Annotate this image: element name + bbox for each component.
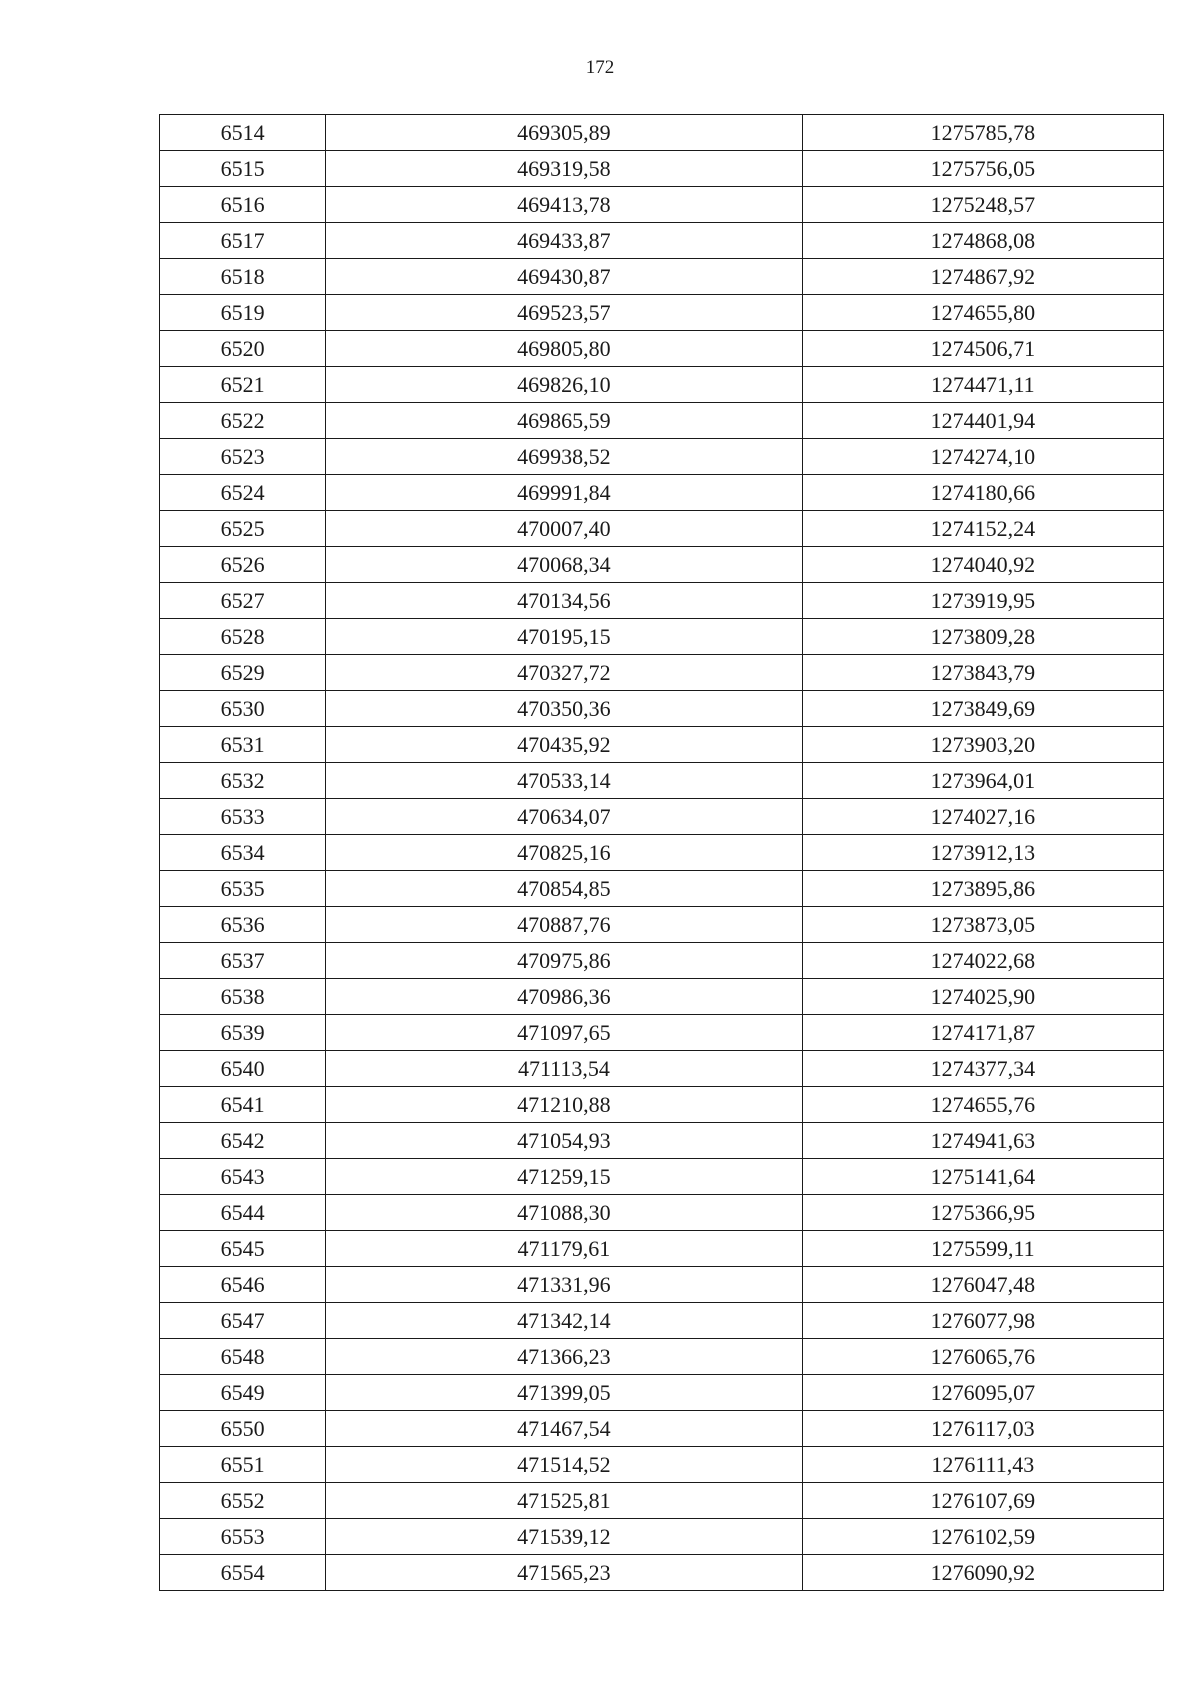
table-row (160, 403, 1164, 439)
table-row (160, 691, 1164, 727)
y-coordinate-cell: 1273895,86 (802, 871, 1163, 907)
x-coordinate-cell: 471088,30 (326, 1195, 802, 1231)
point-number-cell: 6545 (160, 1231, 326, 1267)
y-coordinate-cell: 1273919,95 (802, 583, 1163, 619)
coordinates-table-body (160, 115, 1164, 1591)
point-number-cell: 6539 (160, 1015, 326, 1051)
y-coordinate-cell: 1273843,79 (802, 655, 1163, 691)
x-coordinate-cell: 470134,56 (326, 583, 802, 619)
point-number-cell: 6523 (160, 439, 326, 475)
y-coordinate-cell: 1274941,63 (802, 1123, 1163, 1159)
y-coordinate-cell: 1276102,59 (802, 1519, 1163, 1555)
x-coordinate-cell: 469413,78 (326, 187, 802, 223)
y-coordinate-cell: 1275141,64 (802, 1159, 1163, 1195)
x-coordinate-cell: 469826,10 (326, 367, 802, 403)
x-coordinate-cell: 470975,86 (326, 943, 802, 979)
x-coordinate-cell: 471054,93 (326, 1123, 802, 1159)
point-number-cell: 6533 (160, 799, 326, 835)
y-coordinate-cell: 1276107,69 (802, 1483, 1163, 1519)
y-coordinate-cell: 1274171,87 (802, 1015, 1163, 1051)
x-coordinate-cell: 470350,36 (326, 691, 802, 727)
table-row (160, 1123, 1164, 1159)
x-coordinate-cell: 469938,52 (326, 439, 802, 475)
table-row (160, 619, 1164, 655)
point-number-cell: 6553 (160, 1519, 326, 1555)
point-number-cell: 6525 (160, 511, 326, 547)
y-coordinate-cell: 1274152,24 (802, 511, 1163, 547)
y-coordinate-cell: 1274868,08 (802, 223, 1163, 259)
y-coordinate-cell: 1274867,92 (802, 259, 1163, 295)
x-coordinate-cell: 471539,12 (326, 1519, 802, 1555)
y-coordinate-cell: 1275366,95 (802, 1195, 1163, 1231)
y-coordinate-cell: 1274655,76 (802, 1087, 1163, 1123)
x-coordinate-cell: 471342,14 (326, 1303, 802, 1339)
y-coordinate-cell: 1275599,11 (802, 1231, 1163, 1267)
x-coordinate-cell: 471210,88 (326, 1087, 802, 1123)
y-coordinate-cell: 1276047,48 (802, 1267, 1163, 1303)
y-coordinate-cell: 1274401,94 (802, 403, 1163, 439)
point-number-cell: 6543 (160, 1159, 326, 1195)
table-row (160, 295, 1164, 331)
point-number-cell: 6517 (160, 223, 326, 259)
x-coordinate-cell: 471399,05 (326, 1375, 802, 1411)
point-number-cell: 6522 (160, 403, 326, 439)
x-coordinate-cell: 470634,07 (326, 799, 802, 835)
x-coordinate-cell: 470195,15 (326, 619, 802, 655)
y-coordinate-cell: 1276065,76 (802, 1339, 1163, 1375)
point-number-cell: 6529 (160, 655, 326, 691)
point-number-cell: 6526 (160, 547, 326, 583)
table-row (160, 583, 1164, 619)
table-row (160, 511, 1164, 547)
y-coordinate-cell: 1273849,69 (802, 691, 1163, 727)
table-row (160, 367, 1164, 403)
table-row (160, 1447, 1164, 1483)
table-row (160, 1087, 1164, 1123)
table-row (160, 1015, 1164, 1051)
point-number-cell: 6547 (160, 1303, 326, 1339)
point-number-cell: 6527 (160, 583, 326, 619)
point-number-cell: 6537 (160, 943, 326, 979)
point-number-cell: 6524 (160, 475, 326, 511)
table-row (160, 1555, 1164, 1591)
point-number-cell: 6520 (160, 331, 326, 367)
y-coordinate-cell: 1273912,13 (802, 835, 1163, 871)
x-coordinate-cell: 471565,23 (326, 1555, 802, 1591)
table-row (160, 331, 1164, 367)
x-coordinate-cell: 470007,40 (326, 511, 802, 547)
y-coordinate-cell: 1274274,10 (802, 439, 1163, 475)
table-row (160, 655, 1164, 691)
x-coordinate-cell: 469430,87 (326, 259, 802, 295)
point-number-cell: 6531 (160, 727, 326, 763)
table-row (160, 1303, 1164, 1339)
point-number-cell: 6534 (160, 835, 326, 871)
table-row (160, 835, 1164, 871)
table-row (160, 547, 1164, 583)
x-coordinate-cell: 470825,16 (326, 835, 802, 871)
x-coordinate-cell: 471514,52 (326, 1447, 802, 1483)
y-coordinate-cell: 1274471,11 (802, 367, 1163, 403)
x-coordinate-cell: 470435,92 (326, 727, 802, 763)
table-row (160, 1267, 1164, 1303)
y-coordinate-cell: 1274027,16 (802, 799, 1163, 835)
y-coordinate-cell: 1276095,07 (802, 1375, 1163, 1411)
y-coordinate-cell: 1273809,28 (802, 619, 1163, 655)
x-coordinate-cell: 470854,85 (326, 871, 802, 907)
y-coordinate-cell: 1274655,80 (802, 295, 1163, 331)
point-number-cell: 6542 (160, 1123, 326, 1159)
point-number-cell: 6546 (160, 1267, 326, 1303)
x-coordinate-cell: 471331,96 (326, 1267, 802, 1303)
table-row (160, 763, 1164, 799)
point-number-cell: 6541 (160, 1087, 326, 1123)
x-coordinate-cell: 471113,54 (326, 1051, 802, 1087)
y-coordinate-cell: 1274180,66 (802, 475, 1163, 511)
table-row (160, 151, 1164, 187)
table-row (160, 979, 1164, 1015)
table-row (160, 1483, 1164, 1519)
table-row (160, 943, 1164, 979)
x-coordinate-cell: 471525,81 (326, 1483, 802, 1519)
point-number-cell: 6554 (160, 1555, 326, 1591)
table-row (160, 1231, 1164, 1267)
x-coordinate-cell: 471097,65 (326, 1015, 802, 1051)
x-coordinate-cell: 469305,89 (326, 115, 802, 151)
x-coordinate-cell: 469433,87 (326, 223, 802, 259)
point-number-cell: 6514 (160, 115, 326, 151)
point-number-cell: 6540 (160, 1051, 326, 1087)
x-coordinate-cell: 471179,61 (326, 1231, 802, 1267)
x-coordinate-cell: 469805,80 (326, 331, 802, 367)
table-row (160, 223, 1164, 259)
table-row (160, 1051, 1164, 1087)
x-coordinate-cell: 470068,34 (326, 547, 802, 583)
page-number: 172 (585, 57, 615, 78)
table-row (160, 1519, 1164, 1555)
y-coordinate-cell: 1274025,90 (802, 979, 1163, 1015)
table-row (160, 187, 1164, 223)
y-coordinate-cell: 1274022,68 (802, 943, 1163, 979)
point-number-cell: 6535 (160, 871, 326, 907)
point-number-cell: 6549 (160, 1375, 326, 1411)
x-coordinate-cell: 471366,23 (326, 1339, 802, 1375)
table-row (160, 907, 1164, 943)
point-number-cell: 6521 (160, 367, 326, 403)
point-number-cell: 6516 (160, 187, 326, 223)
x-coordinate-cell: 470986,36 (326, 979, 802, 1015)
x-coordinate-cell: 470887,76 (326, 907, 802, 943)
table-row (160, 871, 1164, 907)
y-coordinate-cell: 1274377,34 (802, 1051, 1163, 1087)
point-number-cell: 6550 (160, 1411, 326, 1447)
x-coordinate-cell: 470533,14 (326, 763, 802, 799)
y-coordinate-cell: 1276117,03 (802, 1411, 1163, 1447)
point-number-cell: 6544 (160, 1195, 326, 1231)
y-coordinate-cell: 1276111,43 (802, 1447, 1163, 1483)
x-coordinate-cell: 471259,15 (326, 1159, 802, 1195)
x-coordinate-cell: 471467,54 (326, 1411, 802, 1447)
y-coordinate-cell: 1276090,92 (802, 1555, 1163, 1591)
point-number-cell: 6536 (160, 907, 326, 943)
y-coordinate-cell: 1273964,01 (802, 763, 1163, 799)
y-coordinate-cell: 1276077,98 (802, 1303, 1163, 1339)
table-row (160, 259, 1164, 295)
y-coordinate-cell: 1275785,78 (802, 115, 1163, 151)
x-coordinate-cell: 469319,58 (326, 151, 802, 187)
point-number-cell: 6551 (160, 1447, 326, 1483)
table-row (160, 1159, 1164, 1195)
coordinates-table (159, 114, 1164, 1591)
y-coordinate-cell: 1275756,05 (802, 151, 1163, 187)
point-number-cell: 6538 (160, 979, 326, 1015)
y-coordinate-cell: 1274506,71 (802, 331, 1163, 367)
point-number-cell: 6528 (160, 619, 326, 655)
table-row (160, 799, 1164, 835)
table-row (160, 115, 1164, 151)
point-number-cell: 6530 (160, 691, 326, 727)
y-coordinate-cell: 1273873,05 (802, 907, 1163, 943)
point-number-cell: 6515 (160, 151, 326, 187)
table-row (160, 1411, 1164, 1447)
point-number-cell: 6519 (160, 295, 326, 331)
table-row (160, 475, 1164, 511)
point-number-cell: 6518 (160, 259, 326, 295)
x-coordinate-cell: 470327,72 (326, 655, 802, 691)
point-number-cell: 6532 (160, 763, 326, 799)
table-row (160, 727, 1164, 763)
point-number-cell: 6548 (160, 1339, 326, 1375)
y-coordinate-cell: 1275248,57 (802, 187, 1163, 223)
table-row (160, 1339, 1164, 1375)
y-coordinate-cell: 1273903,20 (802, 727, 1163, 763)
x-coordinate-cell: 469991,84 (326, 475, 802, 511)
y-coordinate-cell: 1274040,92 (802, 547, 1163, 583)
point-number-cell: 6552 (160, 1483, 326, 1519)
table-row (160, 1195, 1164, 1231)
table-row (160, 1375, 1164, 1411)
table-row (160, 439, 1164, 475)
x-coordinate-cell: 469523,57 (326, 295, 802, 331)
x-coordinate-cell: 469865,59 (326, 403, 802, 439)
